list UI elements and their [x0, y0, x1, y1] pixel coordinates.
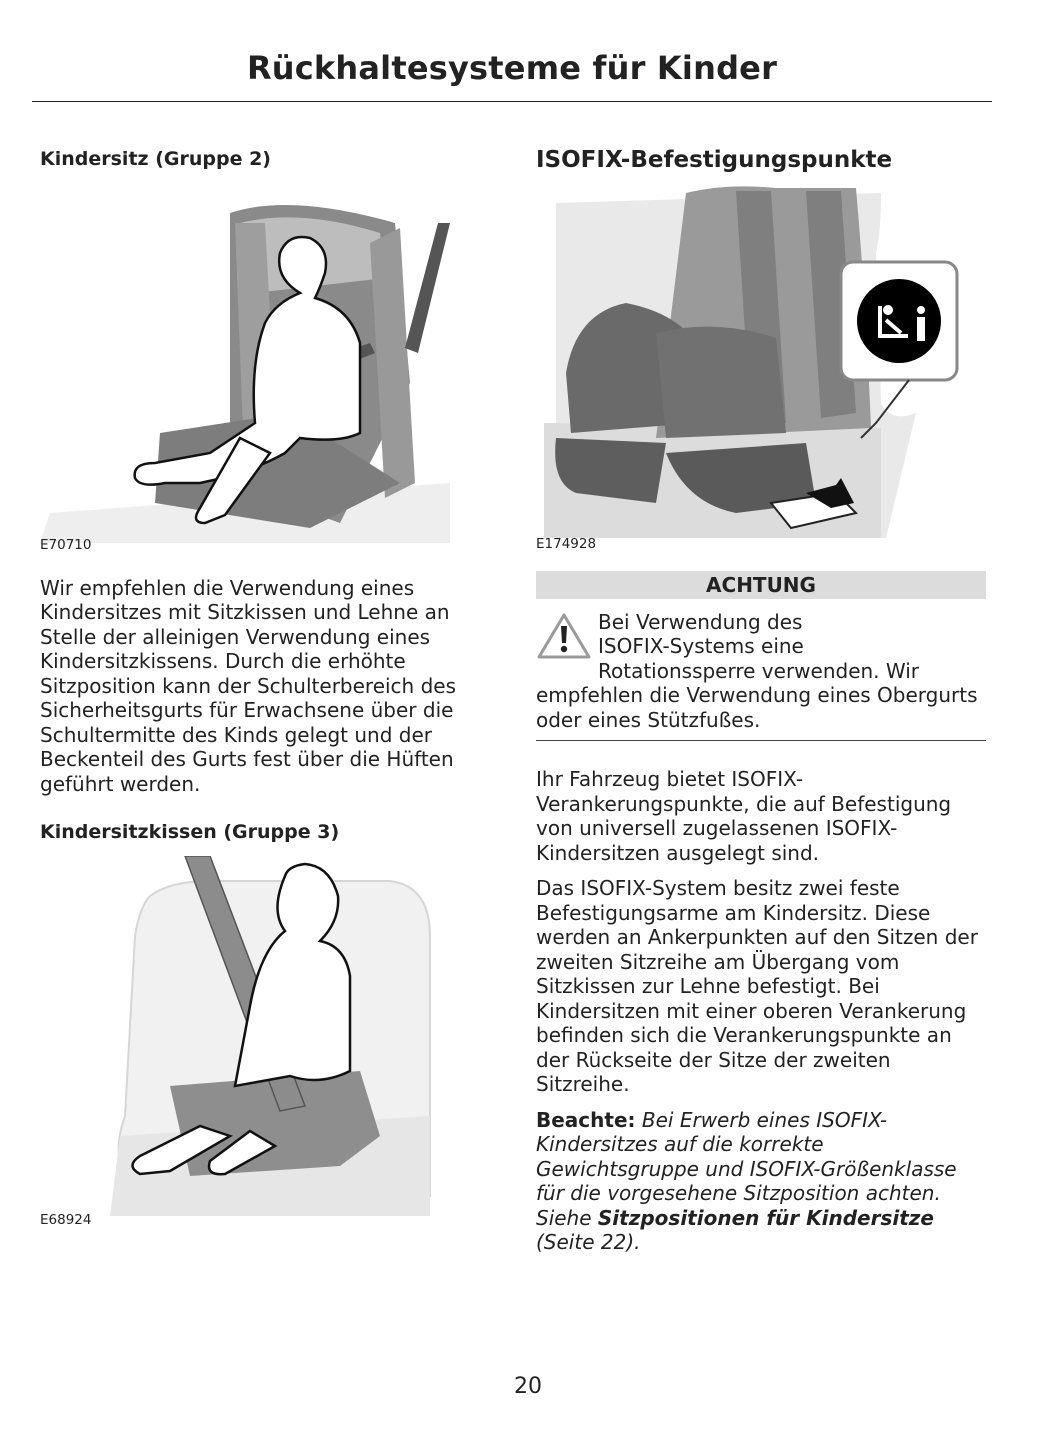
isofix-paragraph-1: Ihr Fahrzeug bietet ISOFIX-Verankerungspunkte, die auf Befestigung von universell zugelassenen ISOFIX-Kindersitzen ausgelegt sind. — [536, 767, 952, 865]
warning-line-3: Rotationssperre verwenden. Wir — [598, 658, 920, 683]
group2-paragraph: Wir empfehlen die Verwendung eines Kindersitzes mit Sitzkissen und Lehne an Stelle der alleinigen Verwendung eines Kindersitzkissens. Durch die erhöhte Sitzposition kann der Schulterbereich des Sicherheitsgurts für Erwachsene über die Schultermitte des Kinds gelegt und der Beckenteil des Gurts fest über die Hüften geführt werden. — [40, 575, 457, 796]
figure-caption-e70710: E70710 — [40, 537, 92, 553]
note-text: Bei Erwerb eines ISOFIX-Kindersitzes auf die korrekte Gewichtsgruppe und ISOFIX-Größenklasse für die vorgesehene Sitzposition achten. Siehe — [536, 1107, 957, 1230]
note-label: Beachte: — [536, 1107, 636, 1132]
warning-triangle-icon — [536, 612, 592, 660]
warning-box — [536, 610, 986, 742]
figure-caption-e68924: E68924 — [40, 1212, 92, 1228]
figure-caption-e174928: E174928 — [536, 536, 597, 552]
isofix-seat-illustration — [536, 183, 986, 538]
right-column — [536, 145, 986, 1255]
isofix-paragraph-2: Das ISOFIX-System besitz zwei feste Befestigungsarme am Kindersitz. Diese werden an Ankerpunkten auf den Sitzen der zweiten Sitzreihe am Übergang vom Sitzkissen zur Lehne befestigt. Bei Kindersitzen mit einer oberen Verankerung befinden sich die Verankerungspunkte an der Rückseite der Sitze der zweiten Sitzreihe. — [536, 876, 978, 1096]
warning-title: ACHTUNG — [536, 571, 986, 599]
note-paragraph — [536, 1108, 986, 1255]
warning-text — [536, 610, 986, 733]
cross-reference-link[interactable]: Sitzpositionen für Kindersitze — [597, 1205, 934, 1230]
booster-seat-with-backrest-illustration — [40, 183, 460, 543]
page-header — [32, 46, 992, 102]
section-heading-group2: Kindersitz (Gruppe 2) — [40, 148, 271, 170]
warning-line-1: Bei Verwendung des — [598, 609, 803, 634]
page-title: Rückhaltesysteme für Kinder — [246, 49, 778, 87]
cross-reference-page: (Seite 22). — [536, 1230, 641, 1254]
booster-cushion-illustration — [110, 856, 450, 1216]
page-number: 20 — [514, 1374, 542, 1399]
warning-line-2: ISOFIX-Systems eine — [598, 634, 804, 658]
warning-line-rest: empfehlen die Verwendung eines Obergurts oder eines Stützfußes. — [536, 683, 978, 732]
left-column — [40, 145, 495, 1233]
section-heading-group3: Kindersitzkissen (Gruppe 3) — [40, 821, 340, 843]
section-heading-isofix: ISOFIX-Befestigungspunkte — [536, 147, 893, 173]
